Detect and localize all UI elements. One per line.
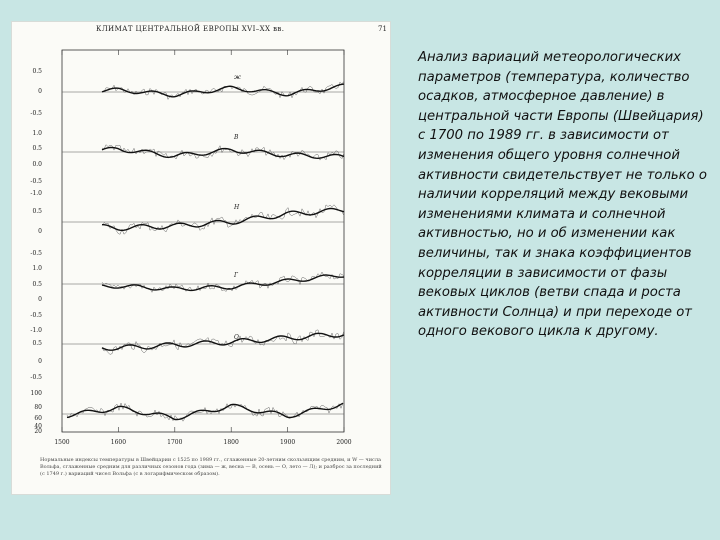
figure-caption: Нормальные индексы температуры в Швейцарии с 1525 по 1989 гг., сглаженные 20-летним скользящим средним, и W — числа Вольфа, сглаженные средним для различных сезонов года (зима — ж, весна — В, осень — О, лето — Л); и разброс за последний (с 1749 г.) вариаций чисел Вольфа (с в логарифмическом образом). [40, 457, 382, 477]
y-tick-label: 0.5 [32, 68, 42, 75]
y-tick-label: 1.0 [32, 130, 42, 137]
panel-letter: В [234, 134, 239, 141]
y-tick-label: -1.0 [30, 190, 42, 197]
y-tick-label: 0.5 [32, 340, 42, 347]
noisy-series [102, 272, 344, 292]
y-tick-label: -0.5 [30, 312, 42, 319]
y-tick-label: 60 [34, 415, 42, 422]
y-tick-label: 20 [34, 428, 42, 435]
page-number: 71 [378, 25, 387, 33]
y-tick-label: 0 [38, 228, 42, 235]
climate-chart-svg [12, 22, 390, 494]
x-tick-label: 1900 [279, 439, 296, 446]
x-tick-label: 2000 [336, 439, 352, 446]
figure-title: КЛИМАТ ЦЕНТРАЛЬНОЙ ЕВРОПЫ XVI–XX вв. [96, 25, 285, 33]
x-tick-label: 1500 [54, 439, 70, 446]
noisy-series [102, 330, 344, 355]
y-tick-label: 80 [34, 404, 42, 411]
y-tick-label: 100 [30, 390, 42, 397]
y-tick-label: 0 [38, 88, 42, 95]
noisy-series [102, 205, 344, 235]
y-tick-label: 0.5 [32, 145, 42, 152]
x-tick-label: 1800 [223, 439, 239, 446]
y-tick-label: 1.0 [32, 265, 42, 272]
y-tick-label: -0.5 [30, 110, 42, 117]
noisy-series [67, 403, 343, 421]
smoothed-series [102, 84, 344, 97]
noisy-series [102, 145, 344, 160]
description-text: Анализ вариаций метеорологических параметров (температура, количество осадков, атмосферное давление) в центральной части Европы (Швейцария) с 1700 по 1989 гг. в зависимости от изменения общего уровня солнечной активности свидетельствует не только о наличии корреляций между вековыми изменениями климата и солнечной активностью, но и об изменении как величины, так и знака коэффициентов корреляции в зависимости от фазы вековых циклов (ветви спада и роста активности Солнца) и при переходе от одного векового цикла к другому. [418, 50, 707, 340]
smoothed-series [102, 148, 344, 159]
y-tick-label: 0.5 [32, 208, 42, 215]
scanned-figure [12, 22, 390, 494]
y-tick-label: 0.0 [32, 161, 42, 168]
panel-letter: ж [234, 74, 241, 81]
panel-letter: Н [234, 204, 240, 211]
x-tick-label: 1600 [110, 439, 127, 446]
smoothed-series [67, 403, 343, 419]
smoothed-series [102, 333, 344, 350]
y-tick-label: -1.0 [30, 327, 42, 334]
panel-letter: Г [234, 272, 238, 279]
y-tick-label: 0 [38, 296, 42, 303]
y-tick-label: -0.5 [30, 374, 42, 381]
x-tick-label: 1700 [167, 439, 183, 446]
y-tick-label: 0 [38, 358, 42, 365]
plot-frame [62, 50, 344, 432]
y-tick-label: -0.5 [30, 250, 42, 257]
smoothed-series [102, 275, 344, 290]
y-tick-label: 40 [34, 423, 42, 430]
panel-letter: О [234, 334, 239, 341]
y-tick-label: -0.5 [30, 178, 42, 185]
y-tick-label: 0.5 [32, 281, 42, 288]
